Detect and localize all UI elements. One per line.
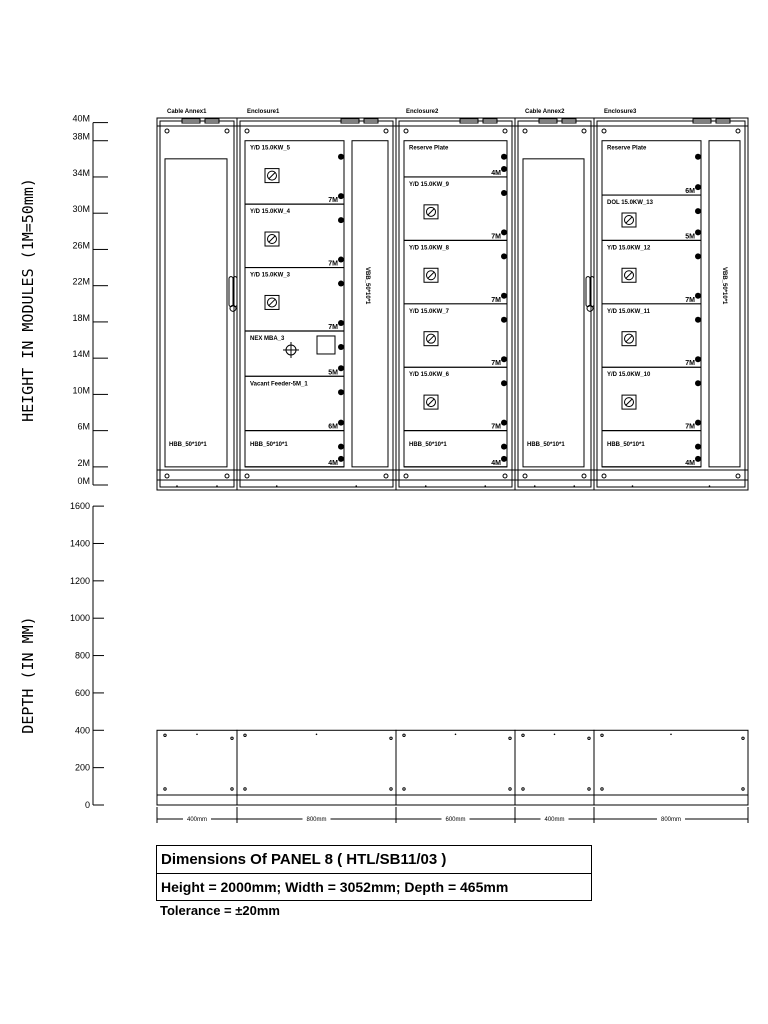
rotary-switch-pointer bbox=[626, 217, 632, 223]
enclosure-header: Enclosure1 bbox=[247, 109, 280, 115]
cable-gland-icon bbox=[338, 154, 344, 160]
cable-gland-icon bbox=[501, 253, 507, 259]
module-label: Y/D 15.0KW_8 bbox=[409, 245, 450, 252]
cable-gland-icon bbox=[338, 420, 344, 426]
depth-axis-tick-label: 400 bbox=[74, 725, 90, 736]
module-label: Y/D 15.0KW_6 bbox=[409, 372, 450, 379]
plan-fixing-point bbox=[509, 788, 511, 790]
module-size-label: 6M bbox=[685, 188, 695, 196]
plinth-dot bbox=[632, 485, 634, 487]
enclosure-header: Enclosure3 bbox=[604, 109, 637, 115]
rotary-switch-pointer bbox=[269, 173, 275, 179]
cable-gland-icon bbox=[501, 356, 507, 362]
screw-icon bbox=[384, 474, 388, 478]
module-size-label: 5M bbox=[328, 369, 338, 377]
cable-gland-icon bbox=[695, 253, 701, 259]
horizontal-busbar-label: HBB_50*10*1 bbox=[527, 442, 565, 449]
plan-fixing-point bbox=[742, 788, 744, 790]
enclosure-header: Cable Annex2 bbox=[525, 109, 565, 115]
depth-axis-tick-label: 1200 bbox=[69, 575, 90, 586]
width-dimension-label: 600mm bbox=[445, 817, 466, 823]
module-size-label: 7M bbox=[491, 360, 501, 368]
cable-gland-icon bbox=[338, 320, 344, 326]
plinth-dot bbox=[425, 485, 427, 487]
module-size-label: 5M bbox=[685, 233, 695, 241]
cable-gland-icon bbox=[501, 154, 507, 160]
module-label: Y/D 15.0KW_3 bbox=[250, 272, 291, 279]
plan-fixing-point bbox=[403, 788, 405, 790]
screw-icon bbox=[404, 129, 408, 133]
depth-axis-title: DEPTH (IN MM) bbox=[19, 616, 37, 734]
rotary-switch-pointer bbox=[626, 272, 632, 278]
module-size-label: 7M bbox=[491, 423, 501, 431]
plinth-dot bbox=[573, 485, 575, 487]
cable-gland-icon bbox=[695, 184, 701, 190]
plan-fixing-point bbox=[390, 737, 392, 739]
enclosure-frame bbox=[237, 118, 396, 490]
depth-axis-tick-label: 1400 bbox=[69, 538, 90, 549]
plan-fixing-point bbox=[164, 734, 166, 736]
cable-gland-icon bbox=[501, 229, 507, 235]
depth-axis-tick-label: 600 bbox=[74, 687, 90, 698]
cable-gland-icon bbox=[338, 365, 344, 371]
annex-door-panel bbox=[523, 159, 584, 467]
cable-gland-icon bbox=[695, 356, 701, 362]
plinth-dot bbox=[176, 485, 178, 487]
module-label: Y/D 15.0KW_5 bbox=[250, 145, 291, 152]
door-handle-icon bbox=[229, 277, 233, 307]
screw-icon bbox=[602, 129, 606, 133]
module-size-label: 7M bbox=[685, 360, 695, 368]
height-axis-tick-label: 0M bbox=[77, 476, 90, 486]
plan-enclosure bbox=[515, 730, 594, 805]
module-size-label: 4M bbox=[491, 169, 501, 177]
cable-gland-icon bbox=[501, 317, 507, 323]
vertical-busbar-label: VBB_50*10*1 bbox=[721, 267, 727, 305]
cable-gland-icon bbox=[338, 344, 344, 350]
module-size-label: 4M bbox=[491, 459, 501, 467]
height-axis-tick-label: 10M bbox=[72, 385, 90, 396]
plinth-dot bbox=[484, 485, 486, 487]
plan-fixing-point bbox=[601, 788, 603, 790]
plan-fixing-point bbox=[588, 737, 590, 739]
depth-axis-tick-label: 0 bbox=[84, 800, 90, 810]
plan-dot bbox=[196, 733, 198, 735]
module-label: Reserve Plate bbox=[607, 145, 647, 152]
plan-enclosure bbox=[594, 730, 748, 805]
height-axis-tick-label: 18M bbox=[72, 312, 90, 323]
title-block bbox=[156, 845, 592, 901]
module-label: Vacant Feeder-5M_1 bbox=[250, 381, 308, 388]
tolerance-note: Tolerance = ±20mm bbox=[160, 903, 280, 918]
plan-fixing-point bbox=[164, 788, 166, 790]
plan-dot bbox=[316, 733, 318, 735]
cable-gland-icon bbox=[501, 380, 507, 386]
screw-icon bbox=[245, 129, 249, 133]
meter-icon bbox=[317, 336, 335, 354]
rotary-switch-pointer bbox=[428, 272, 434, 278]
cable-gland-icon bbox=[338, 456, 344, 462]
height-axis-tick-label: 26M bbox=[72, 240, 90, 251]
screw-icon bbox=[384, 129, 388, 133]
title-block-dimensions: Height = 2000mm; Width = 3052mm; Depth = 465mm bbox=[161, 879, 509, 895]
cable-gland-icon bbox=[501, 444, 507, 450]
plan-dot bbox=[670, 733, 672, 735]
module-size-label: 7M bbox=[685, 423, 695, 431]
height-axis-tick-label: 38M bbox=[72, 131, 90, 142]
plan-fixing-point bbox=[231, 737, 233, 739]
module-size-label: 7M bbox=[491, 296, 501, 304]
plinth-dot bbox=[355, 485, 357, 487]
module-label: DOL 15.0KW_13 bbox=[607, 200, 653, 207]
cable-gland-icon bbox=[695, 380, 701, 386]
module-size-label: 4M bbox=[685, 459, 695, 467]
module-label: Reserve Plate bbox=[409, 145, 449, 152]
plinth-dot bbox=[216, 485, 218, 487]
height-axis-tick-label: 30M bbox=[72, 204, 90, 215]
screw-icon bbox=[736, 129, 740, 133]
cable-gland-icon bbox=[695, 444, 701, 450]
enclosure-frame bbox=[515, 118, 594, 490]
plan-fixing-point bbox=[244, 788, 246, 790]
enclosure-inner-frame bbox=[160, 121, 234, 487]
width-dimension-label: 800mm bbox=[306, 817, 327, 823]
depth-axis-tick-label: 800 bbox=[74, 650, 90, 661]
plan-fixing-point bbox=[390, 788, 392, 790]
screw-icon bbox=[165, 129, 169, 133]
height-axis-title: HEIGHT IN MODULES (1M=50mm) bbox=[19, 178, 37, 422]
screw-icon bbox=[225, 129, 229, 133]
cable-gland-icon bbox=[501, 190, 507, 196]
depth-axis-tick-label: 1000 bbox=[69, 613, 90, 624]
cable-gland-icon bbox=[338, 281, 344, 287]
plan-fixing-point bbox=[522, 788, 524, 790]
cable-gland-icon bbox=[338, 217, 344, 223]
cable-gland-icon bbox=[695, 208, 701, 214]
height-axis-tick-label: 2M bbox=[77, 457, 90, 468]
screw-icon bbox=[582, 129, 586, 133]
rotary-switch-pointer bbox=[269, 299, 275, 305]
plinth-dot bbox=[709, 485, 711, 487]
enclosure-header: Enclosure2 bbox=[406, 109, 439, 115]
rotary-switch-pointer bbox=[626, 336, 632, 342]
rotary-switch-pointer bbox=[269, 236, 275, 242]
cable-gland-icon bbox=[501, 166, 507, 172]
cable-gland-icon bbox=[338, 389, 344, 395]
screw-icon bbox=[503, 474, 507, 478]
cable-gland-icon bbox=[695, 456, 701, 462]
enclosure-inner-frame bbox=[518, 121, 591, 487]
rotary-switch-pointer bbox=[626, 399, 632, 405]
plinth-dot bbox=[534, 485, 536, 487]
plan-dot bbox=[455, 733, 457, 735]
height-axis-tick-label: 14M bbox=[72, 349, 90, 360]
plan-fixing-point bbox=[601, 734, 603, 736]
plan-enclosure bbox=[157, 730, 237, 805]
module-size-label: 7M bbox=[685, 296, 695, 304]
cable-gland-icon bbox=[695, 154, 701, 160]
title-block-title: Dimensions Of PANEL 8 ( HTL/SB11/03 ) bbox=[157, 846, 591, 874]
plan-fixing-point bbox=[231, 788, 233, 790]
module-size-label: 7M bbox=[491, 233, 501, 241]
depth-axis-tick-label: 200 bbox=[74, 762, 90, 773]
cable-gland-icon bbox=[501, 420, 507, 426]
module-label: Y/D 15.0KW_7 bbox=[409, 308, 450, 315]
plan-fixing-point bbox=[588, 788, 590, 790]
plan-fixing-point bbox=[403, 734, 405, 736]
cable-gland-icon bbox=[695, 229, 701, 235]
horizontal-busbar-label: HBB_50*10*1 bbox=[409, 442, 447, 449]
plan-enclosure bbox=[396, 730, 515, 805]
height-axis-tick-label: 22M bbox=[72, 276, 90, 287]
screw-icon bbox=[523, 474, 527, 478]
plan-fixing-point bbox=[522, 734, 524, 736]
width-dimension-label: 400mm bbox=[186, 817, 208, 823]
module-label: Y/D 15.0KW_4 bbox=[250, 209, 291, 216]
door-handle-icon bbox=[586, 277, 590, 307]
height-axis-tick-label: 34M bbox=[72, 167, 90, 178]
screw-icon bbox=[582, 474, 586, 478]
cable-gland-icon bbox=[501, 293, 507, 299]
feeder-column bbox=[245, 141, 344, 467]
cable-gland-icon bbox=[338, 444, 344, 450]
module-size-label: 7M bbox=[328, 260, 338, 268]
plan-fixing-point bbox=[244, 734, 246, 736]
cable-gland-icon bbox=[695, 293, 701, 299]
horizontal-busbar-label: HBB_50*10*1 bbox=[250, 442, 288, 449]
cable-gland-icon bbox=[695, 420, 701, 426]
rotary-switch-pointer bbox=[428, 209, 434, 215]
module-size-label: 7M bbox=[328, 323, 338, 331]
screw-icon bbox=[523, 129, 527, 133]
plan-dot bbox=[554, 733, 556, 735]
width-dimension-label: 800mm bbox=[660, 817, 682, 823]
depth-axis-tick-label: 1600 bbox=[69, 501, 90, 512]
enclosure-header: Cable Annex1 bbox=[167, 109, 207, 115]
module-label: Y/D 15.0KW_12 bbox=[607, 245, 651, 252]
screw-icon bbox=[165, 474, 169, 478]
rotary-switch-pointer bbox=[428, 399, 434, 405]
plan-fixing-point bbox=[509, 737, 511, 739]
screw-icon bbox=[225, 474, 229, 478]
module-label: Y/D 15.0KW_11 bbox=[607, 308, 651, 315]
height-axis-tick-label: 40M bbox=[72, 113, 90, 124]
cable-gland-icon bbox=[501, 456, 507, 462]
screw-icon bbox=[404, 474, 408, 478]
height-axis-tick-label: 6M bbox=[77, 421, 90, 432]
annex-door-panel bbox=[165, 159, 227, 467]
cable-gland-icon bbox=[695, 317, 701, 323]
vertical-busbar-label: VBB_50*10*1 bbox=[364, 267, 370, 305]
screw-icon bbox=[503, 129, 507, 133]
horizontal-busbar-label: HBB_50*10*1 bbox=[169, 442, 207, 449]
width-dimension-label: 400mm bbox=[544, 817, 565, 823]
screw-icon bbox=[736, 474, 740, 478]
rotary-switch-pointer bbox=[428, 336, 434, 342]
module-size-label: 4M bbox=[328, 459, 338, 467]
module-size-label: 7M bbox=[328, 197, 338, 205]
screw-icon bbox=[245, 474, 249, 478]
cable-gland-icon bbox=[338, 257, 344, 263]
horizontal-busbar-label: HBB_50*10*1 bbox=[607, 442, 645, 449]
enclosure-frame bbox=[157, 118, 237, 490]
cable-gland-icon bbox=[338, 193, 344, 199]
plinth-dot bbox=[276, 485, 278, 487]
module-label: Y/D 15.0KW_10 bbox=[607, 372, 651, 379]
plan-enclosure bbox=[237, 730, 396, 805]
module-label: NEX MBA_3 bbox=[250, 335, 285, 342]
module-label: Y/D 15.0KW_9 bbox=[409, 181, 450, 188]
module-size-label: 6M bbox=[328, 423, 338, 431]
plan-fixing-point bbox=[742, 737, 744, 739]
screw-icon bbox=[602, 474, 606, 478]
